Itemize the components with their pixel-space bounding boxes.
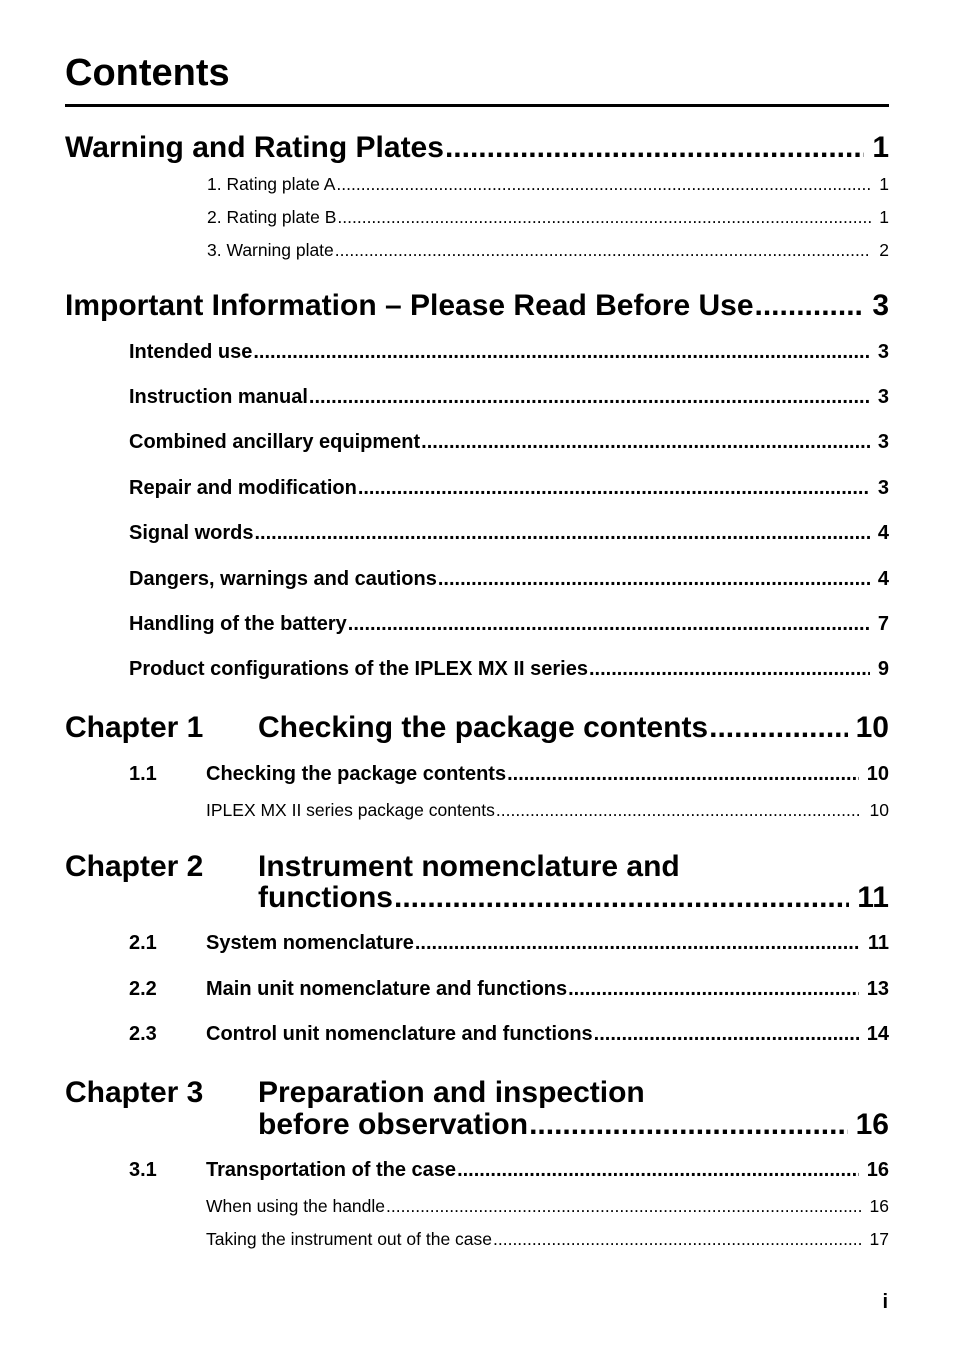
toc-entry-title: Control unit nomenclature and functions <box>206 1023 593 1045</box>
dot-leader <box>493 1228 862 1250</box>
toc-entry-2-3[interactable] <box>206 1022 889 1046</box>
toc-entry-title: Warning and Rating Plates <box>65 131 444 164</box>
dot-leader <box>445 131 864 165</box>
toc-entry-title: Repair and modification <box>129 477 357 499</box>
dot-leader <box>529 1108 848 1142</box>
toc-entry-intended-use[interactable] <box>129 340 889 364</box>
toc-entry-page: 1 <box>879 174 889 194</box>
toc-entry-page: 3 <box>877 477 889 499</box>
toc-entry-page: 4 <box>877 568 889 590</box>
toc-entry-page: 10 <box>855 711 889 744</box>
dot-leader <box>415 931 860 955</box>
toc-entry-page: 13 <box>866 978 889 1000</box>
toc-entry-2-1[interactable] <box>206 931 889 955</box>
page-title: Contents <box>65 52 230 94</box>
dot-leader <box>358 476 870 500</box>
toc-entry-important-information[interactable] <box>65 289 889 323</box>
dot-leader <box>594 1022 859 1046</box>
toc-entry-title: Signal words <box>129 522 254 544</box>
dot-leader <box>254 521 869 545</box>
toc-entry-package-contents[interactable] <box>206 799 889 821</box>
toc-entry-title: Product configurations of the IPLEX MX II series <box>129 658 588 680</box>
toc-entry-page: 4 <box>877 522 889 544</box>
dot-leader <box>386 1195 862 1217</box>
toc-entry-title: IPLEX MX II series package contents <box>206 800 495 820</box>
toc-entry-chapter-3[interactable] <box>258 1108 889 1142</box>
chapter-3-title-line1: Preparation and inspection <box>258 1076 645 1109</box>
toc-entry-signal-words[interactable] <box>129 521 889 545</box>
section-number: 2.2 <box>129 978 157 1000</box>
dot-leader <box>253 340 870 364</box>
toc-entry-page: 11 <box>857 881 889 914</box>
dot-leader <box>709 711 848 745</box>
chapter-1-label: Chapter 1 <box>65 711 204 744</box>
toc-entry-title: 1. Rating plate A <box>207 174 336 194</box>
toc-entry-page: 3 <box>877 386 889 408</box>
toc-entry-dangers-warnings-cautions[interactable] <box>129 567 889 591</box>
toc-entry-1-1[interactable] <box>206 762 889 786</box>
dot-leader <box>507 762 859 786</box>
toc-entry-title: before observation <box>258 1108 529 1141</box>
section-number: 3.1 <box>129 1159 157 1181</box>
toc-entry-page: 16 <box>866 1159 889 1181</box>
dot-leader <box>755 289 865 323</box>
dot-leader <box>589 657 870 681</box>
page-number: i <box>882 1291 888 1313</box>
toc-entry-title: Checking the package contents <box>258 711 709 744</box>
dot-leader <box>421 430 870 454</box>
toc-entry-title: Important Information – Please Read Before Use <box>65 289 754 322</box>
toc-entry-title: functions <box>258 881 393 914</box>
toc-entry-title: Handling of the battery <box>129 613 347 635</box>
toc-entry-title: Transportation of the case <box>206 1159 457 1181</box>
toc-entry-page: 11 <box>867 932 889 954</box>
toc-entry-when-using-the-handle[interactable] <box>206 1195 889 1217</box>
toc-entry-product-configurations[interactable] <box>129 657 889 681</box>
section-number: 2.1 <box>129 932 157 954</box>
toc-entry-page: 16 <box>869 1196 889 1216</box>
dot-leader <box>568 977 859 1001</box>
toc-entry-page: 1 <box>872 131 889 164</box>
toc-entry-title: Checking the package contents <box>206 763 507 785</box>
chapter-3-label: Chapter 3 <box>65 1076 204 1109</box>
dot-leader <box>457 1158 859 1182</box>
toc-entry-page: 3 <box>872 289 889 322</box>
toc-entry-page: 7 <box>877 613 889 635</box>
toc-entry-page: 17 <box>869 1229 889 1249</box>
toc-entry-repair-and-modification[interactable] <box>129 476 889 500</box>
toc-entry-title: Instruction manual <box>129 386 308 408</box>
dot-leader <box>309 385 870 409</box>
dot-leader <box>496 799 862 821</box>
toc-entry-title: Taking the instrument out of the case <box>206 1229 492 1249</box>
toc-entry-page: 14 <box>866 1023 889 1045</box>
dot-leader <box>438 567 870 591</box>
dot-leader <box>335 239 871 261</box>
toc-entry-title: System nomenclature <box>206 932 414 954</box>
chapter-2-title-line1: Instrument nomenclature and <box>258 850 680 883</box>
toc-entry-title: When using the handle <box>206 1196 386 1216</box>
title-rule <box>65 104 889 107</box>
toc-entry-rating-plate-a[interactable] <box>207 173 889 195</box>
toc-entry-chapter-2[interactable] <box>258 881 889 915</box>
toc-entry-page: 16 <box>855 1108 889 1141</box>
dot-leader <box>394 881 849 915</box>
toc-entry-title: Combined ancillary equipment <box>129 431 421 453</box>
toc-entry-combined-ancillary-equipment[interactable] <box>129 430 889 454</box>
toc-entry-title: 3. Warning plate <box>207 240 334 260</box>
toc-entry-page: 9 <box>877 658 889 680</box>
toc-entry-page: 2 <box>879 240 889 260</box>
toc-entry-title: 2. Rating plate B <box>207 207 337 227</box>
section-number: 1.1 <box>129 763 157 785</box>
dot-leader <box>336 173 871 195</box>
toc-entry-title: Dangers, warnings and cautions <box>129 568 437 590</box>
toc-entry-page: 10 <box>869 800 889 820</box>
toc-entry-rating-plate-b[interactable] <box>207 206 889 228</box>
toc-entry-handling-of-the-battery[interactable] <box>129 612 889 636</box>
toc-entry-page: 1 <box>879 207 889 227</box>
toc-entry-warning-plate[interactable] <box>207 239 889 261</box>
toc-entry-warning-and-rating-plates[interactable] <box>65 131 889 165</box>
toc-entry-title: Main unit nomenclature and functions <box>206 978 568 1000</box>
toc-entry-3-1[interactable] <box>206 1158 889 1182</box>
toc-entry-taking-instrument-out[interactable] <box>206 1228 889 1250</box>
toc-entry-2-2[interactable] <box>206 977 889 1001</box>
toc-entry-page: 3 <box>877 341 889 363</box>
toc-entry-title: Intended use <box>129 341 253 363</box>
toc-entry-page: 10 <box>866 763 889 785</box>
section-number: 2.3 <box>129 1023 157 1045</box>
chapter-2-label: Chapter 2 <box>65 850 204 883</box>
toc-entry-instruction-manual[interactable] <box>129 385 889 409</box>
toc-entry-page: 3 <box>877 431 889 453</box>
dot-leader <box>348 612 870 636</box>
toc-entry-chapter-1[interactable] <box>258 711 889 745</box>
dot-leader <box>337 206 871 228</box>
